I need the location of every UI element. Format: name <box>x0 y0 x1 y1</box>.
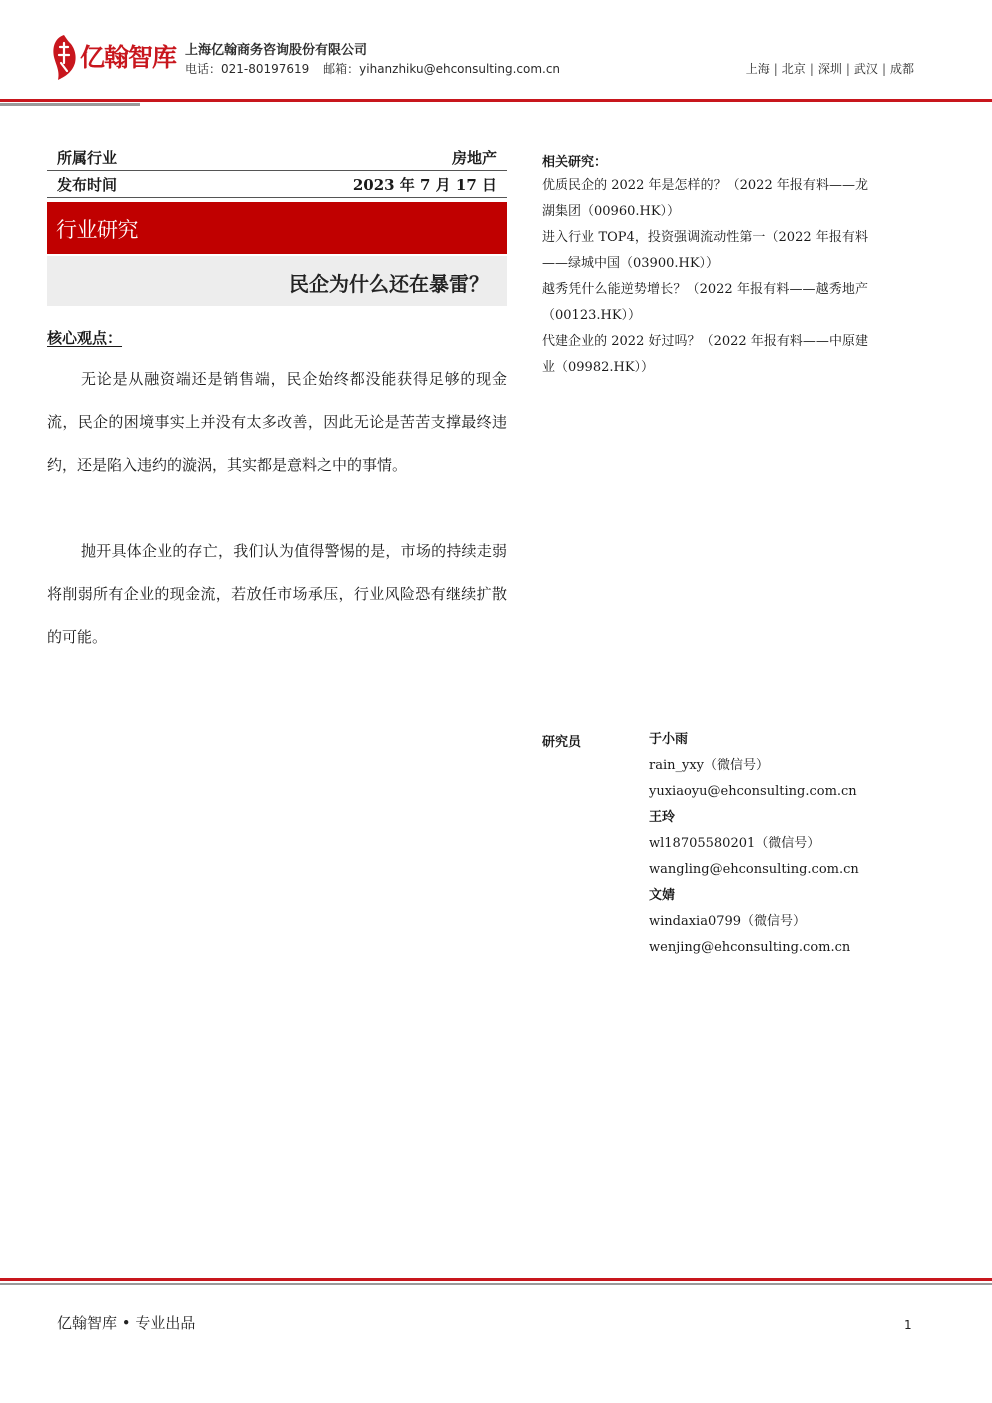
researcher-email[interactable]: wenjing@ehconsulting.com.cn <box>649 940 851 955</box>
report-title-band <box>47 256 507 306</box>
researcher-name: 文婧 <box>649 888 676 903</box>
meta-row-industry <box>47 145 507 171</box>
category-label: 行业研究 <box>56 218 138 242</box>
industry-value: 房地产 <box>451 149 497 167</box>
researcher-email[interactable]: yuxiaoyu@ehconsulting.com.cn <box>649 784 857 799</box>
office-cities <box>746 60 914 77</box>
company-name: 上海亿翰商务咨询股份有限公司 <box>185 43 368 58</box>
page-number: 1 <box>904 1318 912 1332</box>
city-separator: | <box>881 62 886 76</box>
header-divider-red <box>0 99 992 102</box>
city-separator: | <box>773 62 778 76</box>
phone-text: 电话：021-80197619 <box>185 62 310 76</box>
logo-mark-icon <box>50 33 78 83</box>
contact-line <box>185 60 570 77</box>
industry-label: 所属行业 <box>57 149 118 167</box>
date-value: 2023 年 7 月 17 日 <box>352 176 497 194</box>
researcher-email[interactable]: wangling@ehconsulting.com.cn <box>649 862 859 877</box>
researcher-label: 研究员 <box>542 735 582 750</box>
email-text: 邮箱：yihanzhiku@ehconsulting.com.cn <box>323 62 561 76</box>
researcher-wechat: wl18705580201（微信号） <box>649 836 821 851</box>
core-view-heading: 核心观点： <box>47 329 123 347</box>
related-research-item[interactable]: 进入行业 TOP4，投资强调流动性第一（2022 年报有料——绿城中国（03900.HK）） <box>542 230 868 271</box>
related-research-item[interactable]: 越秀凭什么能逆势增长？（2022 年报有料——越秀地产（00123.HK）） <box>542 282 868 323</box>
city-item: 深圳 <box>817 62 842 76</box>
brand-logo-text: 亿翰智库 <box>80 43 177 72</box>
researcher-wechat: rain_yxy（微信号） <box>649 758 770 773</box>
researcher-name: 于小雨 <box>649 732 689 747</box>
date-label: 发布时间 <box>57 176 118 194</box>
city-item: 成都 <box>889 62 914 76</box>
researcher-name: 王玲 <box>649 810 676 825</box>
core-paragraph: 无论是从融资端还是销售端，民企始终都没能获得足够的现金流，民企的困境事实上并没有太多改善，因此无论是苦苦支撑最终违约，还是陷入违约的漩涡，其实都是意料之中的事情。 <box>47 370 507 474</box>
researcher-wechat: windaxia0799（微信号） <box>649 914 807 929</box>
related-research-heading: 相关研究： <box>542 155 608 170</box>
related-research-item[interactable]: 优质民企的 2022 年是怎样的？（2022 年报有料——龙湖集团（00960.HK）） <box>542 178 868 219</box>
footer-brand-text: 亿翰智库 • 专业出品 <box>57 1314 196 1332</box>
related-research-item[interactable]: 代建企业的 2022 好过吗？（2022 年报有料——中原建业（09982.HK）） <box>542 334 868 375</box>
city-item: 北京 <box>781 62 806 76</box>
city-separator: | <box>809 62 814 76</box>
category-banner <box>47 202 507 254</box>
header-divider-grey <box>0 103 140 106</box>
report-title: 民企为什么还在暴雷？ <box>289 272 489 296</box>
footer-divider-red <box>0 1278 992 1281</box>
city-item: 武汉 <box>853 62 878 76</box>
researcher-list <box>649 727 909 961</box>
footer-divider-grey <box>0 1283 992 1285</box>
related-research-list <box>542 173 868 381</box>
city-separator: | <box>845 62 850 76</box>
core-paragraph: 抛开具体企业的存亡，我们认为值得警惕的是，市场的持续走弱将削弱所有企业的现金流，若放任市场承压，行业风险恐有继续扩散的可能。 <box>47 542 507 646</box>
city-item: 上海 <box>745 62 770 76</box>
meta-row-date <box>47 172 507 198</box>
